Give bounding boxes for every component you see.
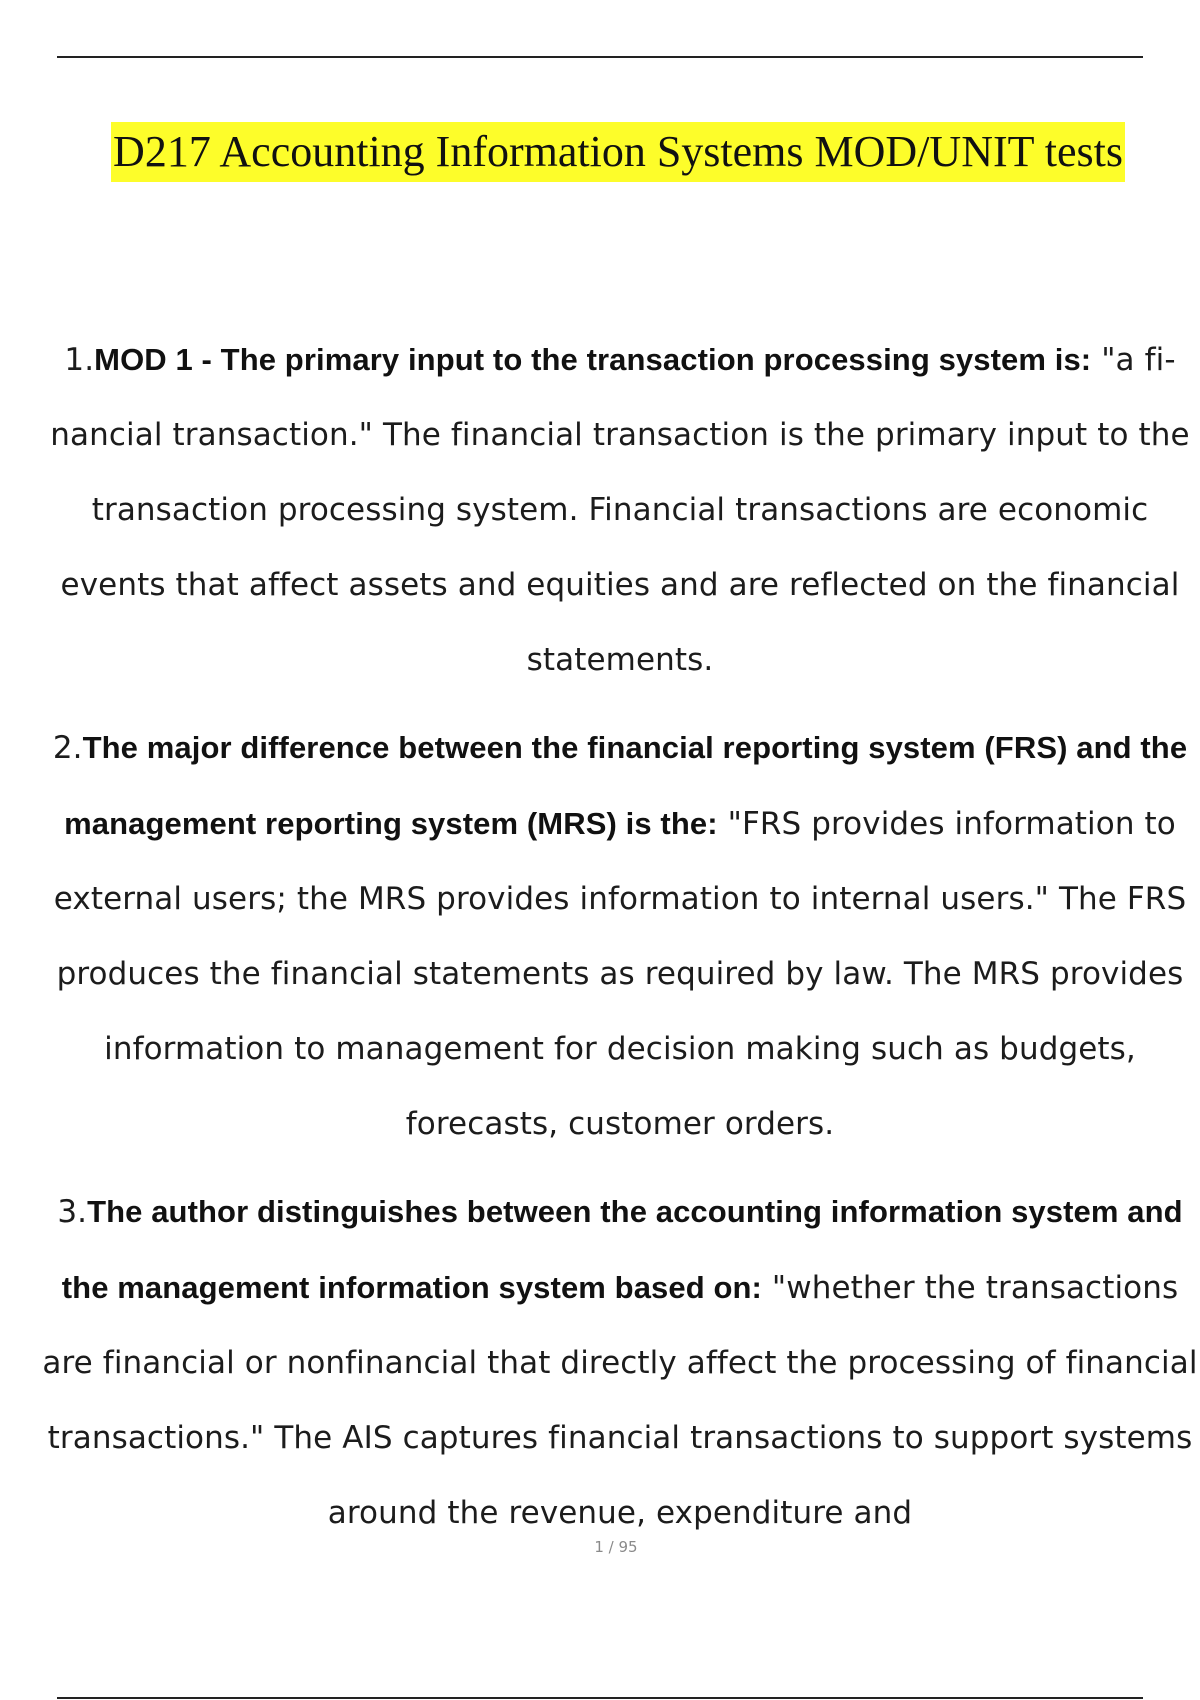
answer-text: "whether the transactions are financial or nonfinancial that directly affect the processing of financial transactions." The AIS captures financial transactions to support systems around the revenue, expenditure and <box>42 1270 1198 1531</box>
question-text: MOD 1 - The primary input to the transaction processing system is: <box>94 342 1092 377</box>
header-rule <box>57 56 1143 58</box>
document-title: D217 Accounting Information Systems MOD/UNIT tests <box>111 122 1125 182</box>
question-item-1 <box>40 322 1200 698</box>
question-item-3 <box>40 1174 1200 1551</box>
footer-rule <box>57 1697 1143 1699</box>
question-text: The author distinguishes between the accounting information system and the management information system based on: <box>61 1194 1183 1305</box>
question-item-2 <box>40 710 1200 1162</box>
question-number: 3. <box>57 1194 88 1230</box>
question-text: The major difference between the financial reporting system (FRS) and the management reporting system (MRS) is the: <box>64 730 1188 841</box>
question-number: 1. <box>64 342 95 378</box>
question-list <box>40 322 1200 1563</box>
answer-text: "a fi-nancial transaction." The financial transaction is the primary input to the transaction processing system. Financial transactions are economic events that affect assets and equities and are reflected on the financial statements. <box>50 342 1190 678</box>
page-number: 1 / 95 <box>594 1538 638 1556</box>
title-block <box>0 122 1200 182</box>
question-number: 2. <box>52 730 83 766</box>
answer-text: "FRS provides information to external users; the MRS provides information to internal users." The FRS produces the financial statements as required by law. The MRS provides information to management for decision making such as budgets, forecasts, customer orders. <box>53 806 1187 1142</box>
